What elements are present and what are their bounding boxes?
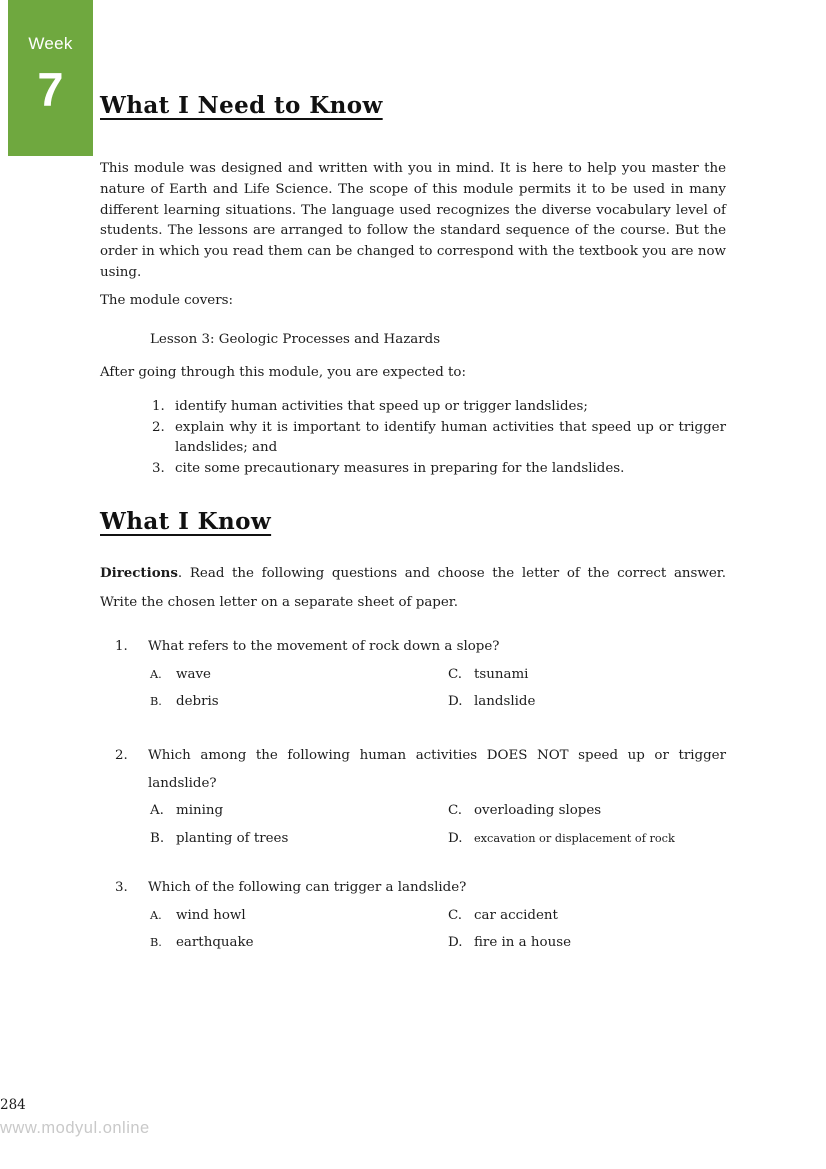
option-d (448, 825, 726, 853)
option-letter: B. (150, 831, 165, 847)
option-letter: C. (448, 803, 463, 819)
objective-number: 3. (152, 460, 165, 476)
module-covers-label: The module covers: (100, 293, 233, 308)
option-letter: B. (150, 695, 162, 709)
options-grid (100, 661, 726, 716)
option-letter: C. (448, 666, 463, 682)
option-c (448, 797, 726, 825)
objective-text: cite some precautionary measures in preparing for the landslides. (175, 460, 625, 476)
option-text: fire in a house (474, 935, 572, 951)
heading-text: What I Know (100, 508, 272, 535)
objective-item (100, 459, 726, 480)
option-d (448, 688, 726, 716)
lesson-title: Lesson 3: Geologic Processes and Hazards (150, 332, 441, 347)
question-2 (100, 742, 726, 853)
question-number: 3. (115, 880, 128, 895)
objective-item (100, 418, 726, 459)
objective-number: 2. (152, 419, 165, 435)
option-text: earthquake (176, 935, 254, 951)
option-text: planting of trees (176, 831, 289, 847)
question-1 (100, 633, 726, 716)
option-a (150, 797, 448, 825)
page-number: 284 (0, 1097, 26, 1113)
objective-text: identify human activities that speed up or trigger landslides; (175, 399, 588, 414)
option-letter: D. (448, 831, 463, 847)
option-b (150, 825, 448, 853)
option-text: overloading slopes (474, 803, 602, 819)
option-text: wind howl (176, 907, 246, 923)
option-a (150, 661, 448, 689)
question-line (100, 742, 726, 797)
week-number: 7 (37, 63, 64, 116)
option-text: tsunami (474, 666, 529, 682)
option-text: car accident (474, 907, 558, 923)
directions-text: . Read the following questions and choose the letter of the correct answer. Write the chosen letter on a separate sheet of paper. (100, 566, 726, 610)
option-letter: D. (448, 935, 463, 951)
option-letter: A. (150, 667, 162, 681)
question-text: What refers to the movement of rock down a slope? (148, 639, 500, 654)
option-b (150, 688, 448, 716)
objective-item (100, 397, 726, 418)
watermark: www.modyul.online (0, 1119, 150, 1137)
option-b (150, 929, 448, 957)
option-text: mining (176, 803, 224, 819)
intro-paragraph: This module was designed and written with you in mind. It is here to help you master the nature of Earth and Life Science. The scope of this module permits it to be used in many different learning situations. The language used recognizes the diverse vocabulary level of students. The lessons are arranged to follow the standard sequence of the course. But the order in which you read them can be changed to correspond with the textbook you are now using. (100, 161, 726, 280)
heading-text: What I Need to Know (100, 92, 383, 119)
option-c (448, 902, 726, 930)
option-letter: B. (150, 936, 162, 950)
option-d (448, 929, 726, 957)
objective-number: 1. (152, 399, 165, 414)
question-3 (100, 874, 726, 957)
option-letter: A. (150, 908, 162, 922)
week-badge (8, 0, 93, 156)
week-label: Week (28, 34, 73, 53)
directions-label: Directions (100, 565, 178, 581)
option-letter: A. (150, 803, 164, 819)
question-number: 2. (115, 748, 128, 763)
option-text: landslide (474, 694, 536, 710)
question-number: 1. (115, 639, 128, 654)
option-a (150, 902, 448, 930)
objectives-intro: After going through this module, you are expected to: (100, 365, 466, 380)
option-text: wave (176, 666, 211, 682)
question-line (100, 633, 726, 661)
question-text: Which among the following human activities DOES NOT speed up or trigger landslide? (148, 748, 726, 791)
option-text: excavation or displacement of rock (474, 832, 675, 846)
objectives-list (100, 397, 726, 479)
option-text: debris (176, 694, 219, 710)
options-grid (100, 797, 726, 852)
option-c (448, 661, 726, 689)
heading-what-i-know (100, 508, 726, 536)
heading-what-i-need-to-know (100, 92, 726, 120)
question-text: Which of the following can trigger a landslide? (148, 880, 467, 895)
question-line (100, 874, 726, 902)
option-letter: C. (448, 907, 463, 923)
objective-text: explain why it is important to identify human activities that speed up or trigger landslides; and (175, 419, 726, 455)
directions-paragraph (100, 559, 726, 617)
option-letter: D. (448, 694, 463, 710)
options-grid (100, 902, 726, 957)
